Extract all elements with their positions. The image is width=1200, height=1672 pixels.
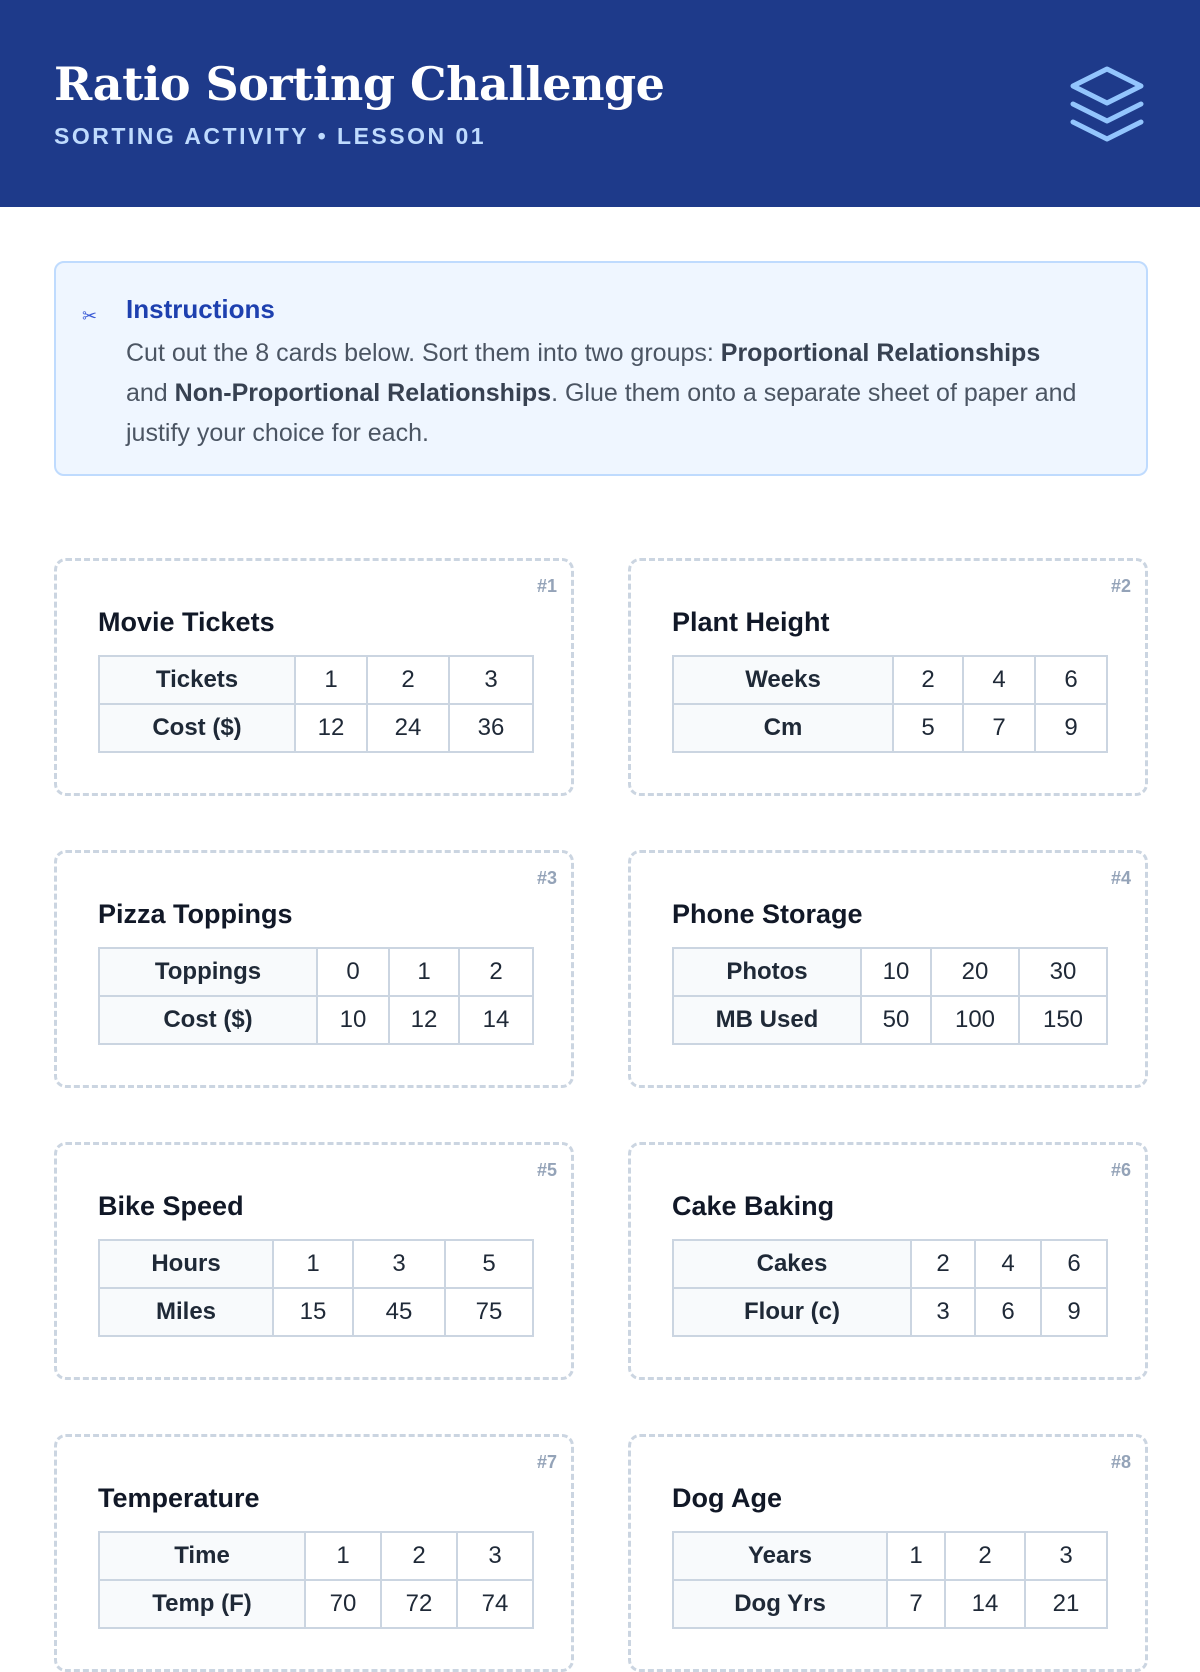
sorting-card[interactable]: [54, 1434, 574, 1672]
table-cell: 4: [975, 1240, 1041, 1288]
table-cell: 150: [1019, 996, 1107, 1044]
table-cell: 1: [273, 1240, 353, 1288]
page-header: [0, 0, 1200, 207]
table-row: [673, 1240, 1107, 1288]
sorting-card[interactable]: [628, 1142, 1148, 1380]
card-number: #8: [1110, 1452, 1131, 1472]
row-label: Dog Yrs: [673, 1580, 887, 1628]
table-cell: 1: [305, 1532, 381, 1580]
sorting-card[interactable]: [628, 850, 1148, 1088]
row-label: Flour (c): [673, 1288, 911, 1336]
table-cell: 1: [389, 948, 459, 996]
sorting-card[interactable]: [54, 850, 574, 1088]
ratio-table: [98, 1531, 534, 1629]
instructions-box: [54, 261, 1148, 476]
table-cell: 3: [353, 1240, 445, 1288]
instructions-text-part: . Glue them onto a separate sheet of paper and justify your choice for each.: [126, 379, 1077, 447]
row-label: Hours: [99, 1240, 273, 1288]
row-label: Miles: [99, 1288, 273, 1336]
instructions-text-part: and: [126, 379, 175, 407]
card-title: Movie Tickets: [98, 607, 275, 637]
row-label: Time: [99, 1532, 305, 1580]
row-label: Weeks: [673, 656, 893, 704]
table-cell: 70: [305, 1580, 381, 1628]
row-label: Toppings: [99, 948, 317, 996]
table-cell: 2: [381, 1532, 457, 1580]
table-row: [99, 704, 533, 752]
table-row: [673, 996, 1107, 1044]
card-title: Bike Speed: [98, 1191, 244, 1221]
ratio-table: [98, 947, 534, 1045]
card-number: #4: [1110, 868, 1131, 888]
table-row: [99, 948, 533, 996]
sorting-card[interactable]: [628, 558, 1148, 796]
table-cell: 5: [893, 704, 963, 752]
card-title: Cake Baking: [672, 1191, 835, 1221]
table-cell: 5: [445, 1240, 533, 1288]
table-row: [99, 996, 533, 1044]
table-cell: 14: [459, 996, 533, 1044]
table-row: [673, 1532, 1107, 1580]
table-row: [673, 656, 1107, 704]
table-row: [673, 704, 1107, 752]
table-cell: 15: [273, 1288, 353, 1336]
card-number: #7: [536, 1452, 557, 1472]
row-label: Cm: [673, 704, 893, 752]
card-number: #3: [536, 868, 557, 888]
card-title: Phone Storage: [672, 899, 863, 929]
table-row: [673, 948, 1107, 996]
card-number: #5: [536, 1160, 557, 1180]
row-label: Cost ($): [99, 704, 295, 752]
ratio-table: [98, 1239, 534, 1337]
table-cell: 12: [295, 704, 367, 752]
row-label: Cost ($): [99, 996, 317, 1044]
instructions-bold-proportional: Proportional Relationships: [720, 339, 1041, 367]
ratio-table: [98, 655, 534, 753]
table-cell: 2: [459, 948, 533, 996]
row-label: Cakes: [673, 1240, 911, 1288]
table-cell: 4: [963, 656, 1035, 704]
table-row: [99, 1532, 533, 1580]
table-row: [673, 1288, 1107, 1336]
instructions-heading: Instructions: [126, 294, 275, 324]
instructions-text-part: Cut out the 8 cards below. Sort them into two groups:: [126, 339, 721, 367]
card-title: Dog Age: [672, 1483, 782, 1513]
table-cell: 3: [911, 1288, 975, 1336]
page-title: Ratio Sorting Challenge: [54, 57, 665, 111]
table-row: [99, 1580, 533, 1628]
ratio-table: [672, 947, 1108, 1045]
table-cell: 9: [1041, 1288, 1107, 1336]
card-title: Temperature: [98, 1483, 260, 1513]
table-row: [99, 1288, 533, 1336]
table-cell: 74: [457, 1580, 533, 1628]
table-cell: 20: [931, 948, 1019, 996]
instructions-text: [126, 333, 1086, 453]
table-cell: 14: [945, 1580, 1025, 1628]
table-cell: 3: [1025, 1532, 1107, 1580]
sorting-card[interactable]: [54, 1142, 574, 1380]
table-cell: 2: [911, 1240, 975, 1288]
table-cell: 10: [317, 996, 389, 1044]
table-cell: 1: [887, 1532, 945, 1580]
table-cell: 7: [887, 1580, 945, 1628]
table-cell: 2: [893, 656, 963, 704]
card-number: #6: [1110, 1160, 1131, 1180]
table-cell: 30: [1019, 948, 1107, 996]
table-cell: 50: [861, 996, 931, 1044]
ratio-table: [672, 655, 1108, 753]
table-cell: 12: [389, 996, 459, 1044]
table-cell: 21: [1025, 1580, 1107, 1628]
row-label: Years: [673, 1532, 887, 1580]
row-label: MB Used: [673, 996, 861, 1044]
table-cell: 6: [1041, 1240, 1107, 1288]
row-label: Tickets: [99, 656, 295, 704]
table-cell: 6: [975, 1288, 1041, 1336]
table-cell: 0: [317, 948, 389, 996]
card-title: Pizza Toppings: [98, 899, 293, 929]
table-cell: 1: [295, 656, 367, 704]
page-subtitle: SORTING ACTIVITY • LESSON 01: [54, 123, 487, 149]
table-cell: 2: [945, 1532, 1025, 1580]
layers-icon: [1068, 64, 1146, 144]
card-number: #2: [1110, 576, 1131, 596]
card-title: Plant Height: [672, 607, 830, 637]
table-cell: 75: [445, 1288, 533, 1336]
sorting-card[interactable]: [54, 558, 574, 796]
table-cell: 2: [367, 656, 449, 704]
table-cell: 10: [861, 948, 931, 996]
table-cell: 6: [1035, 656, 1107, 704]
instructions-bold-non-proportional: Non-Proportional Relationships: [174, 379, 552, 407]
table-cell: 100: [931, 996, 1019, 1044]
ratio-table: [672, 1531, 1108, 1629]
card-number: #1: [536, 576, 557, 596]
table-row: [99, 1240, 533, 1288]
table-cell: 9: [1035, 704, 1107, 752]
table-cell: 45: [353, 1288, 445, 1336]
table-cell: 7: [963, 704, 1035, 752]
table-cell: 24: [367, 704, 449, 752]
table-row: [673, 1580, 1107, 1628]
table-row: [99, 656, 533, 704]
scissors-icon: ✂: [82, 306, 98, 326]
row-label: Temp (F): [99, 1580, 305, 1628]
table-cell: 3: [457, 1532, 533, 1580]
table-cell: 3: [449, 656, 533, 704]
table-cell: 36: [449, 704, 533, 752]
sorting-card[interactable]: [628, 1434, 1148, 1672]
ratio-table: [672, 1239, 1108, 1337]
row-label: Photos: [673, 948, 861, 996]
table-cell: 72: [381, 1580, 457, 1628]
